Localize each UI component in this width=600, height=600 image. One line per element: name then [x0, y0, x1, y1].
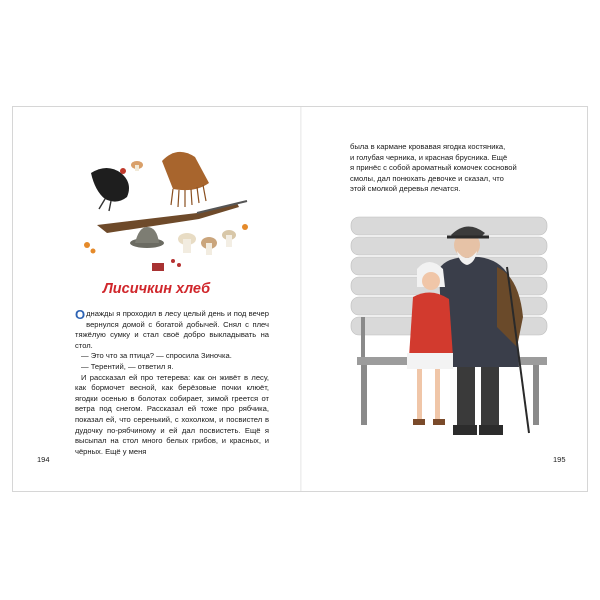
- story-title: Лисичкин хлеб: [102, 281, 211, 297]
- text-line: этой смолкой деревья лечатся.: [350, 184, 461, 194]
- left-page: [13, 107, 300, 491]
- forest-finds-illustration: [77, 143, 262, 278]
- text-line: я принёс с собой ароматный комочек сосновой: [350, 163, 517, 173]
- left-body-text: [75, 309, 269, 457]
- drop-cap: О: [75, 307, 86, 322]
- page-number-left: 194: [37, 455, 50, 464]
- text-line: и голубая черника, и красная брусника. Ещё: [350, 152, 508, 162]
- page-number-right: 195: [553, 455, 566, 464]
- grandfather-and-girl-illustration: [347, 207, 553, 447]
- paragraph: И рассказал ей про тетерева: как он живёт в лесу, как бормочет весной, как берёзовые почки клюёт, ягодки осенью в болотах собирает, зимой греется от ветра под снегом. Рассказал ей тоже про рябчика, показал ей, что серенький, с хохолком, и посвистел в дудочку по-рябчиному и ей дал посвистеть. Ещё я высыпал на стол много белых грибов, и красных, и чёрных. Ещё у меня: [75, 372, 269, 456]
- book-spread: [12, 106, 588, 492]
- text-line: смолы, дал понюхать девочке и сказал, что: [350, 173, 504, 183]
- paragraph: Однажды я проходил в лесу целый день и под вечер вернулся домой с богатой добычей. Снял с плеч тяжёлую сумку и стал своё добро выкладывать на стол.: [75, 307, 269, 350]
- paragraph: — Терентий, — ответил я.: [81, 361, 174, 371]
- right-page: [302, 107, 587, 491]
- right-body-text: [350, 142, 548, 195]
- paragraph: — Это что за птица? — спросила Зиночка.: [81, 351, 232, 361]
- text-line: была в кармане кровавая ягодка костяника,: [350, 142, 506, 151]
